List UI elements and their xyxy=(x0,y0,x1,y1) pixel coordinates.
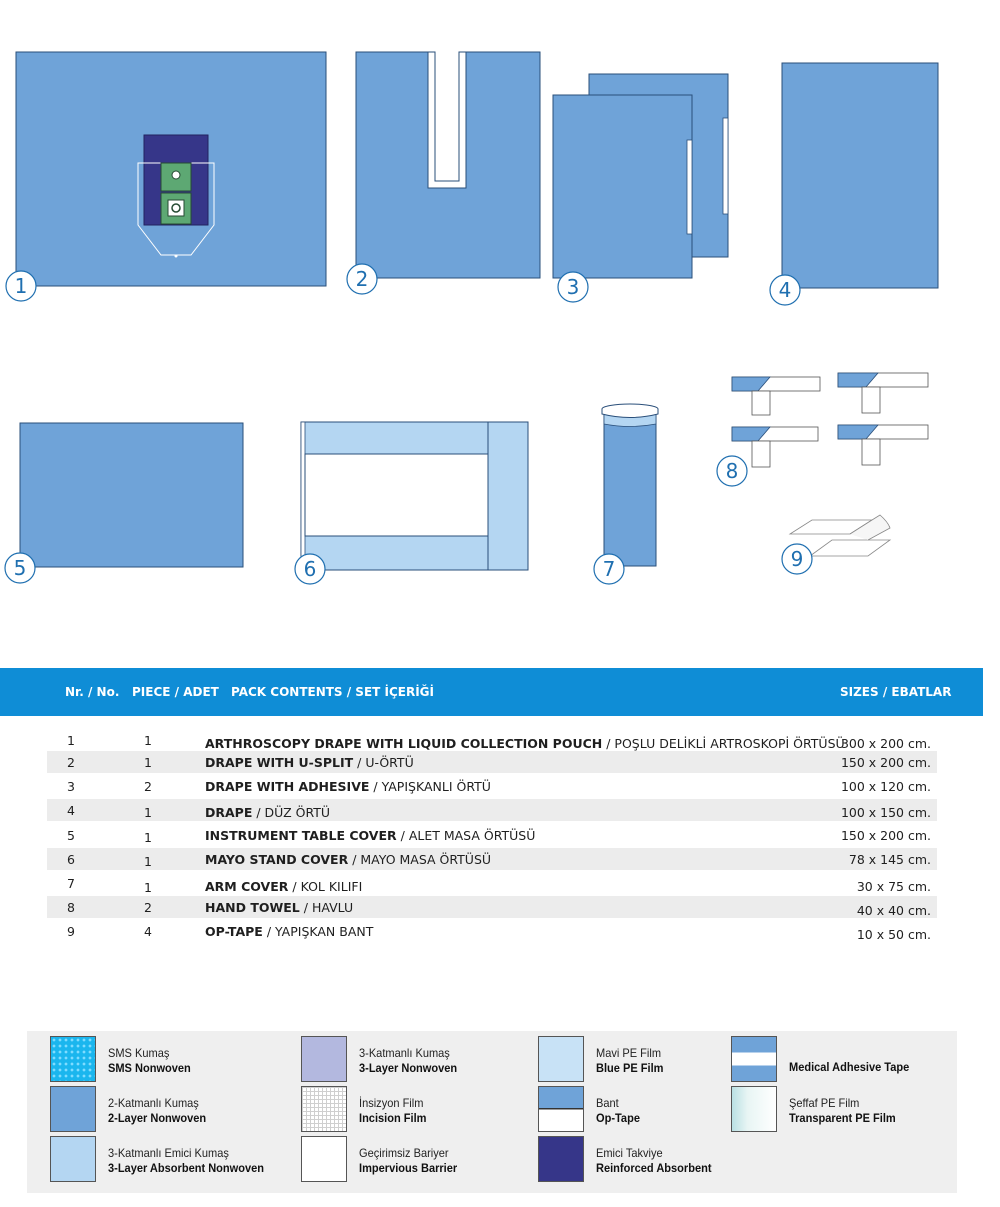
table-row xyxy=(47,848,937,870)
row-size: 10 x 50 cm. xyxy=(856,927,931,942)
item-number-4: 4 xyxy=(778,278,792,302)
adhesive-drapes-illustration xyxy=(553,74,728,278)
legend-label-en: Op-Tape xyxy=(596,1111,640,1125)
item-number-8: 8 xyxy=(725,459,739,483)
item-number-1: 1 xyxy=(14,274,28,298)
row-size: 150 x 200 cm. xyxy=(840,755,931,770)
row-name-en: HAND TOWEL xyxy=(205,900,300,915)
row-name-tr: / ALET MASA ÖRTÜSÜ xyxy=(396,828,536,843)
row-piece: 1 xyxy=(144,733,152,748)
row-size: 100 x 120 cm. xyxy=(840,779,931,794)
row-nr: 9 xyxy=(67,924,75,939)
item-number-9: 9 xyxy=(790,547,804,571)
table-row xyxy=(47,824,937,846)
legend-label-en: SMS Nonwoven xyxy=(108,1061,191,1075)
row-description xyxy=(205,900,353,915)
row-name-tr: / HAVLU xyxy=(299,900,354,915)
row-nr: 5 xyxy=(67,828,75,843)
header-nr: Nr. / No. xyxy=(65,685,120,699)
item-number-3: 3 xyxy=(566,275,580,299)
row-name-en: DRAPE WITH U-SPLIT xyxy=(205,755,354,770)
row-piece: 1 xyxy=(144,880,152,895)
row-description xyxy=(205,779,491,794)
reinforced-absorbent-swatch xyxy=(538,1136,584,1182)
row-size: 150 x 200 cm. xyxy=(840,828,931,843)
op-tape-swatch xyxy=(538,1086,584,1132)
sms-nonwoven-swatch xyxy=(50,1036,96,1082)
legend-label-en: 2-Layer Nonwoven xyxy=(108,1111,207,1125)
legend-label-en: Transparent PE Film xyxy=(789,1111,896,1125)
row-nr: 7 xyxy=(67,876,75,891)
legend-label-tr: 3-Katmanlı Kumaş xyxy=(359,1046,450,1060)
row-piece: 1 xyxy=(144,755,152,770)
medical-adhesive-tape-swatch xyxy=(731,1036,777,1082)
hand-towels-illustration xyxy=(732,373,928,467)
item-number-5: 5 xyxy=(13,556,27,580)
legend-label-en: Impervious Barrier xyxy=(359,1161,458,1175)
row-description xyxy=(205,828,535,843)
header-piece: PIECE / ADET xyxy=(132,685,219,699)
row-description xyxy=(205,924,373,939)
legend-label-tr: SMS Kumaş xyxy=(108,1046,170,1060)
legend-label-en: 3-Layer Absorbent Nonwoven xyxy=(108,1161,265,1175)
row-description xyxy=(205,755,414,770)
table-row xyxy=(47,775,937,797)
table-row xyxy=(47,799,937,821)
row-name-tr: / POŞLU DELİKLİ ARTROSKOPİ ÖRTÜSÜ xyxy=(602,736,845,751)
material-legend xyxy=(27,1031,957,1193)
row-name-en: DRAPE WITH ADHESIVE xyxy=(205,779,370,794)
table-row xyxy=(47,751,937,773)
row-piece: 4 xyxy=(144,924,152,939)
item-number-7: 7 xyxy=(602,557,616,581)
legend-label-en: Blue PE Film xyxy=(596,1061,664,1075)
row-piece: 1 xyxy=(144,805,152,820)
arthroscopy-drape-illustration xyxy=(16,52,326,286)
row-size: 40 x 40 cm. xyxy=(856,903,931,918)
row-nr: 2 xyxy=(67,755,75,770)
header-sizes: SIZES / EBATLAR xyxy=(840,685,952,699)
row-name-tr: / YAPIŞKAN BANT xyxy=(262,924,374,939)
absorbent-nonwoven-swatch xyxy=(50,1136,96,1182)
mayo-stand-cover-illustration xyxy=(301,422,528,570)
row-size: 300 x 200 cm. xyxy=(840,736,931,751)
row-name-en: INSTRUMENT TABLE COVER xyxy=(205,828,397,843)
row-nr: 3 xyxy=(67,779,75,794)
table-header xyxy=(0,668,983,716)
row-description xyxy=(205,852,491,867)
row-description xyxy=(205,879,362,894)
row-description xyxy=(205,805,330,820)
incision-film-swatch xyxy=(301,1086,347,1132)
row-nr: 6 xyxy=(67,852,75,867)
row-name-en: ARM COVER xyxy=(205,879,289,894)
row-size: 100 x 150 cm. xyxy=(840,805,931,820)
item-number-6: 6 xyxy=(303,557,317,581)
row-name-tr: / MAYO MASA ÖRTÜSÜ xyxy=(348,852,492,867)
instrument-table-cover-illustration xyxy=(20,423,243,567)
row-piece: 1 xyxy=(144,854,152,869)
row-name-tr: / DÜZ ÖRTÜ xyxy=(252,805,331,820)
legend-label-tr: Emici Takviye xyxy=(596,1146,663,1160)
legend-label-tr: Geçirimsiz Bariyer xyxy=(359,1146,449,1160)
impervious-barrier-swatch xyxy=(301,1136,347,1182)
table-row xyxy=(47,729,937,751)
legend-label-en: Incision Film xyxy=(359,1111,427,1125)
plain-drape-illustration xyxy=(782,63,938,288)
table-row xyxy=(47,920,937,942)
legend-label-tr: İnsizyon Film xyxy=(359,1096,424,1110)
legend-label-tr: Mavi PE Film xyxy=(596,1046,662,1060)
row-name-en: OP-TAPE xyxy=(205,924,263,939)
row-description xyxy=(205,736,845,751)
three-layer-nonwoven-swatch xyxy=(301,1036,347,1082)
row-name-en: DRAPE xyxy=(205,805,253,820)
legend-label-en: Reinforced Absorbent xyxy=(596,1161,712,1175)
row-piece: 2 xyxy=(144,900,152,915)
row-name-en: ARTHROSCOPY DRAPE WITH LIQUID COLLECTION POUCH xyxy=(205,736,603,751)
legend-label-en: 3-Layer Nonwoven xyxy=(359,1061,458,1075)
row-name-tr: / U-ÖRTÜ xyxy=(353,755,414,770)
row-nr: 8 xyxy=(67,900,75,915)
row-name-tr: / KOL KILIFI xyxy=(288,879,363,894)
item-number-2: 2 xyxy=(355,267,369,291)
table-row xyxy=(47,896,937,918)
row-size: 78 x 145 cm. xyxy=(848,852,931,867)
arm-cover-illustration xyxy=(602,404,658,566)
legend-label-tr: 2-Katmanlı Kumaş xyxy=(108,1096,199,1110)
u-split-drape-illustration xyxy=(356,52,540,278)
two-layer-nonwoven-swatch xyxy=(50,1086,96,1132)
row-nr: 1 xyxy=(67,733,75,748)
header-contents: PACK CONTENTS / SET İÇERİĞİ xyxy=(231,685,434,699)
row-piece: 2 xyxy=(144,779,152,794)
row-name-tr: / YAPIŞKANLI ÖRTÜ xyxy=(369,779,491,794)
legend-label-tr: Şeffaf PE Film xyxy=(789,1096,860,1110)
legend-label-tr: Bant xyxy=(596,1096,619,1110)
blue-pe-film-swatch xyxy=(538,1036,584,1082)
row-nr: 4 xyxy=(67,803,75,818)
transparent-pe-film-swatch xyxy=(731,1086,777,1132)
legend-label-tr: 3-Katmanlı Emici Kumaş xyxy=(108,1146,229,1160)
table-row xyxy=(47,872,937,894)
row-piece: 1 xyxy=(144,830,152,845)
legend-label-en: Medical Adhesive Tape xyxy=(789,1060,910,1074)
row-size: 30 x 75 cm. xyxy=(856,879,931,894)
row-name-en: MAYO STAND COVER xyxy=(205,852,349,867)
